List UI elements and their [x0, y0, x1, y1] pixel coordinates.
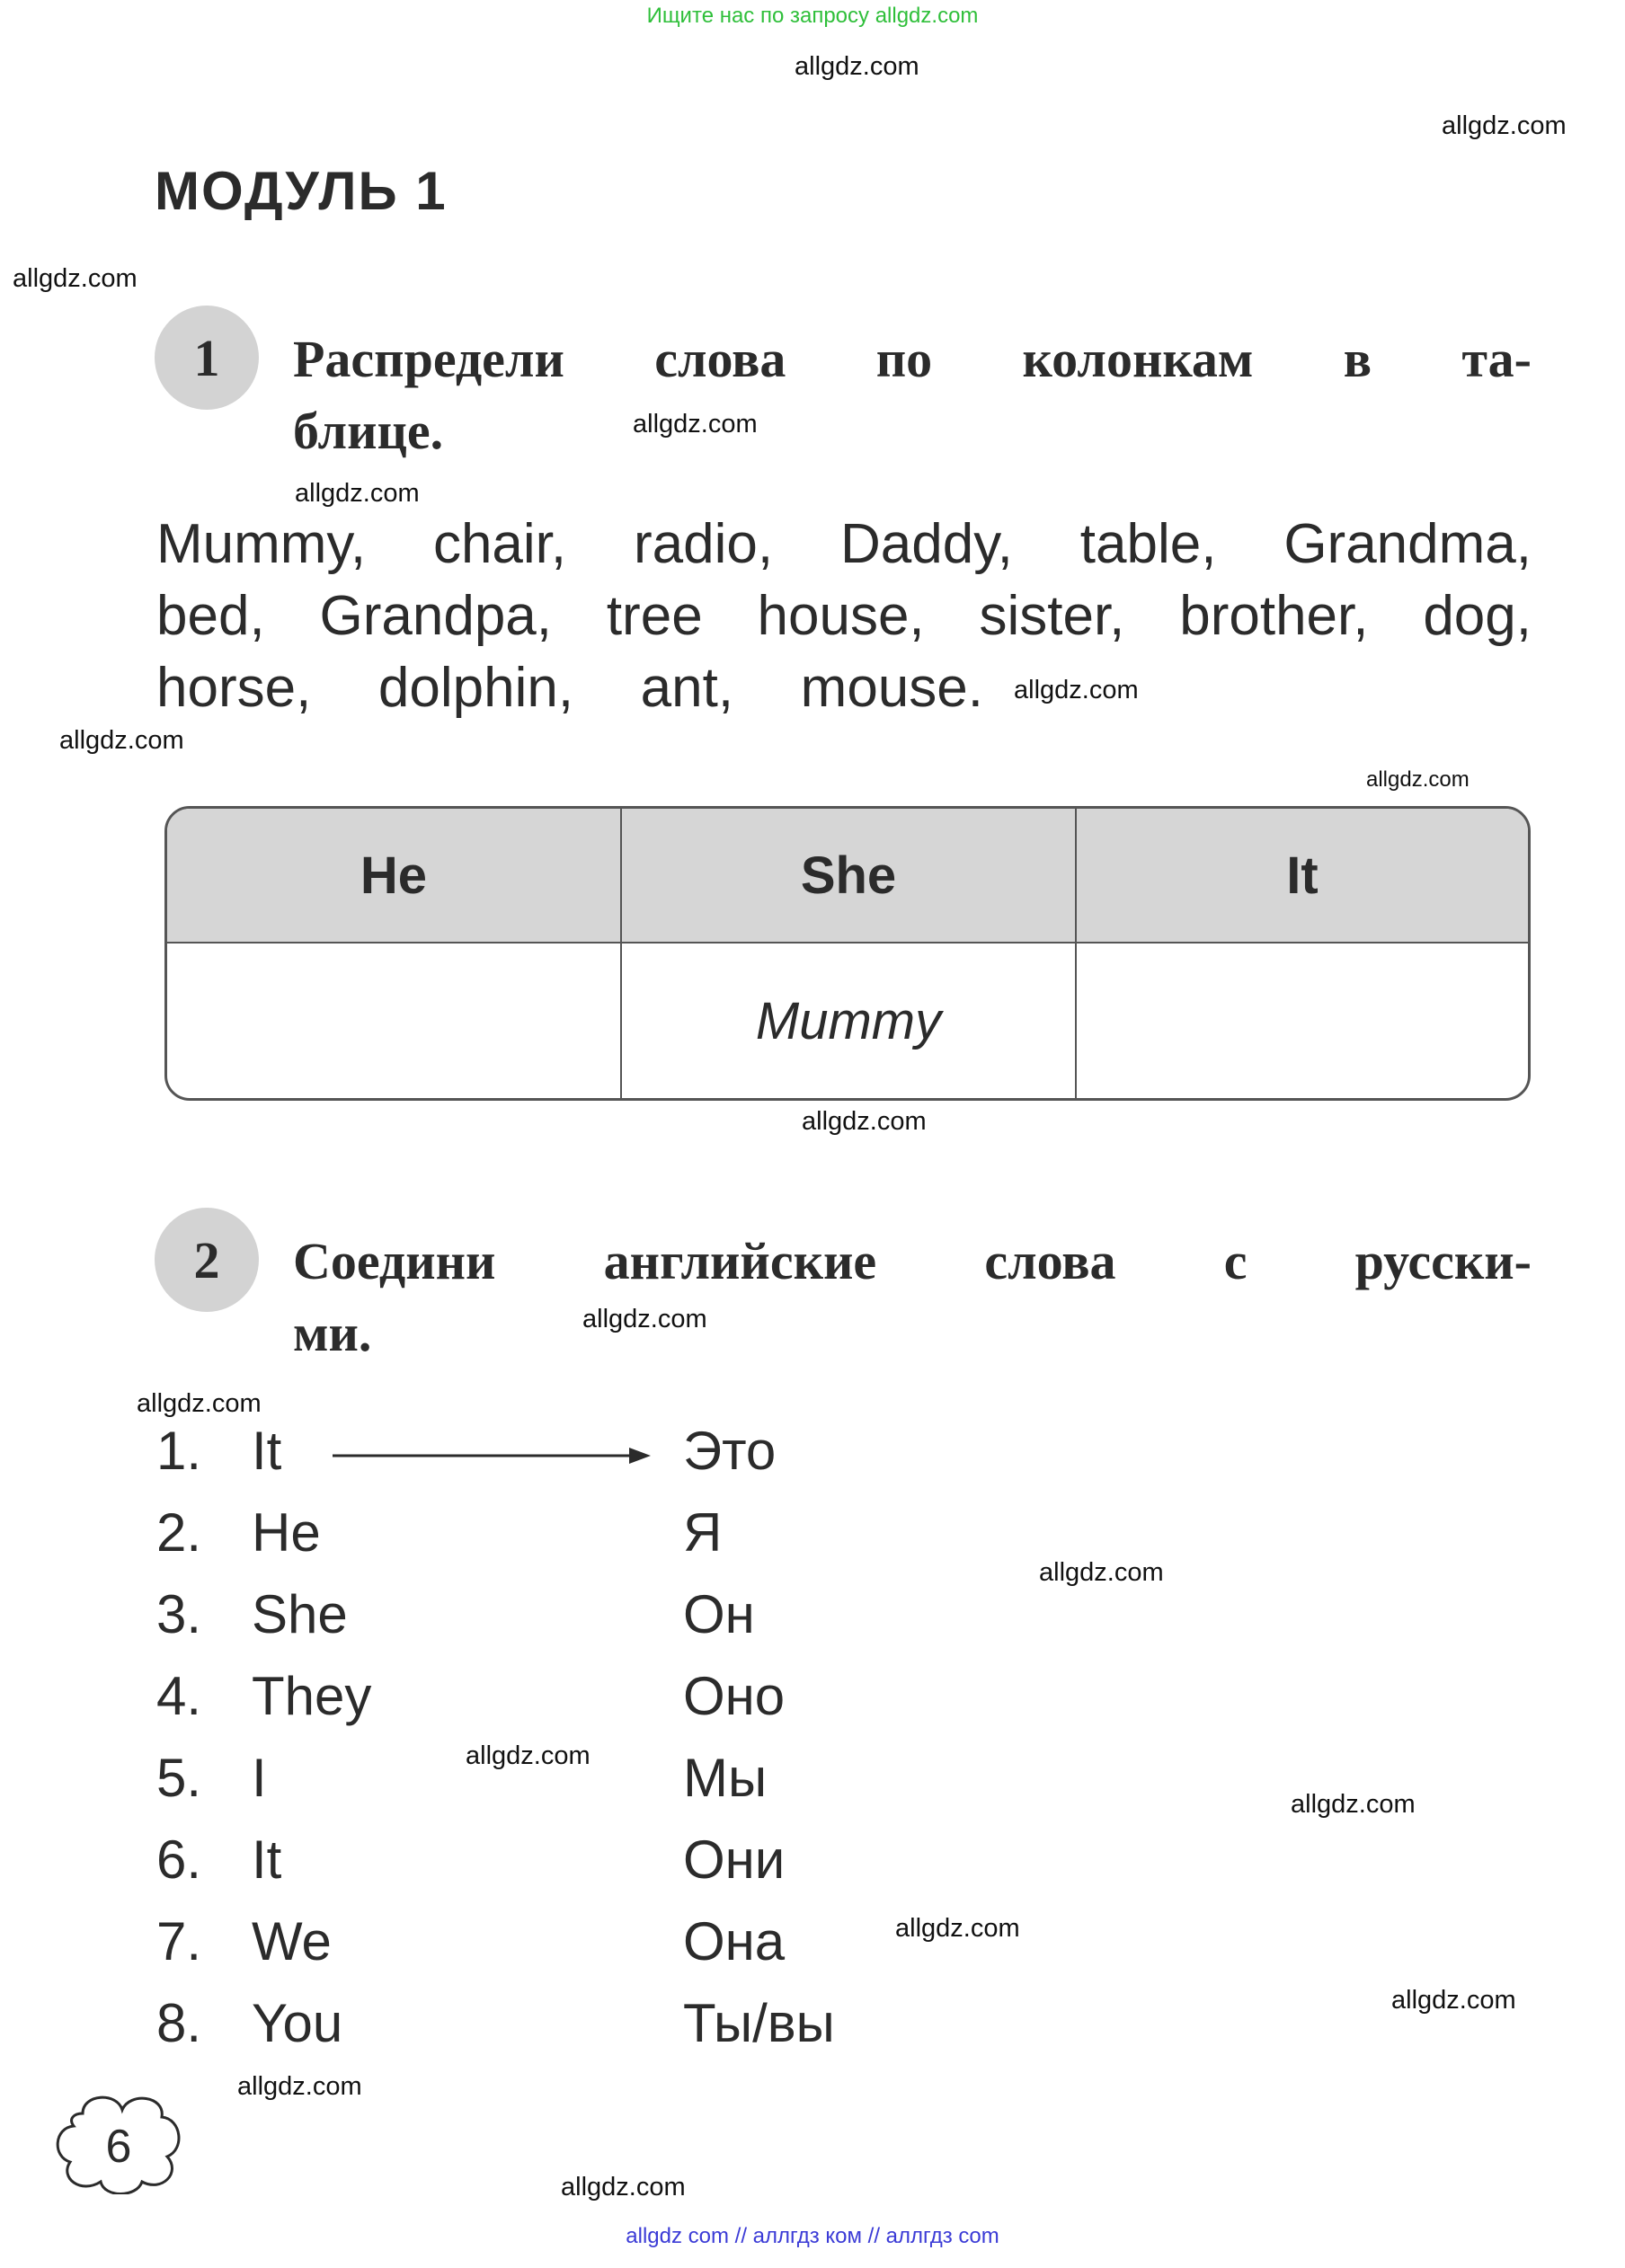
watermark: allgdz.com: [633, 410, 758, 439]
russian-word[interactable]: Это: [683, 1421, 777, 1481]
task-2-number-badge: [155, 1208, 259, 1312]
task-1-number-badge: [155, 306, 259, 410]
task-2-instruction-line-1: Соедини английские слова с русски-: [293, 1232, 1532, 1290]
item-number: 7.: [156, 1911, 202, 1971]
table-divider: [620, 809, 622, 1098]
english-word[interactable]: She: [252, 1584, 348, 1644]
table-divider: [1075, 809, 1077, 1098]
watermark: allgdz.com: [1291, 1790, 1416, 1819]
top-banner: Ищите нас по запросу allgdz.com: [646, 4, 979, 28]
watermark: allgdz.com: [1442, 111, 1567, 140]
russian-word[interactable]: Мы: [683, 1748, 768, 1808]
table-cell-it[interactable]: [1077, 944, 1528, 1098]
item-number: 3.: [156, 1584, 202, 1644]
russian-word[interactable]: Оно: [683, 1666, 786, 1726]
english-word[interactable]: You: [252, 1993, 343, 2053]
watermark: allgdz.com: [1039, 1558, 1164, 1587]
task-1-number: 1: [193, 328, 220, 387]
table-header-he: He: [360, 846, 428, 905]
watermark: allgdz.com: [1014, 676, 1139, 704]
task-2-number: 2: [193, 1230, 220, 1289]
watermark: allgdz.com: [1366, 767, 1470, 792]
english-word[interactable]: I: [252, 1748, 267, 1808]
watermark: allgdz.com: [59, 726, 184, 755]
task-1-instruction-line-1: Распредели слова по колонкам в та-: [293, 330, 1532, 388]
english-word[interactable]: They: [252, 1666, 372, 1726]
english-word[interactable]: We: [252, 1911, 332, 1971]
russian-word[interactable]: Они: [683, 1829, 786, 1890]
page-number-flower-icon: [47, 2086, 191, 2194]
russian-word[interactable]: Он: [683, 1584, 755, 1644]
table-header-she: She: [800, 846, 897, 905]
item-number: 4.: [156, 1666, 202, 1726]
table-cell-he[interactable]: [167, 944, 620, 1098]
watermark: allgdz.com: [295, 479, 420, 508]
task-1-instruction-line-2: блице.: [293, 402, 444, 460]
example-arrow-icon: [331, 1438, 654, 1474]
word-list-line-3: horse, dolphin, ant, mouse.: [156, 657, 983, 719]
watermark: allgdz.com: [1391, 1986, 1516, 2015]
watermark: allgdz.com: [561, 2173, 686, 2202]
russian-word[interactable]: Она: [683, 1911, 786, 1971]
item-number: 1.: [156, 1421, 202, 1481]
russian-word[interactable]: Ты/вы: [683, 1993, 835, 2053]
item-number: 8.: [156, 1993, 202, 2053]
russian-word[interactable]: Я: [683, 1502, 723, 1563]
item-number: 2.: [156, 1502, 202, 1563]
english-word[interactable]: He: [252, 1502, 321, 1563]
watermark: allgdz.com: [582, 1305, 707, 1333]
task-2-instruction-line-2: ми.: [293, 1304, 372, 1362]
watermark: allgdz.com: [466, 1741, 591, 1770]
watermark: allgdz.com: [795, 52, 919, 81]
table-cell-she[interactable]: Mummy: [755, 991, 942, 1050]
module-title: МОДУЛЬ 1: [155, 161, 448, 221]
english-word[interactable]: It: [252, 1829, 282, 1890]
watermark: allgdz.com: [237, 2072, 362, 2101]
english-word[interactable]: It: [252, 1421, 282, 1481]
item-number: 6.: [156, 1829, 202, 1890]
word-list-line-1: Mummy, chair, radio, Daddy, table, Grandma,: [156, 513, 1532, 575]
pronoun-table: [164, 806, 1531, 1101]
watermark: allgdz.com: [802, 1107, 927, 1136]
watermark: allgdz.com: [895, 1914, 1020, 1943]
page-number: 6: [105, 2121, 132, 2173]
footer-links: allgdz com // аллгдз ком // аллгдз com: [626, 2224, 999, 2248]
word-list-line-2: bed, Grandpa, tree house, sister, brother, dog,: [156, 585, 1532, 647]
watermark: allgdz.com: [13, 264, 138, 293]
table-header-it: It: [1286, 846, 1319, 905]
item-number: 5.: [156, 1748, 202, 1808]
watermark: allgdz.com: [137, 1389, 262, 1418]
